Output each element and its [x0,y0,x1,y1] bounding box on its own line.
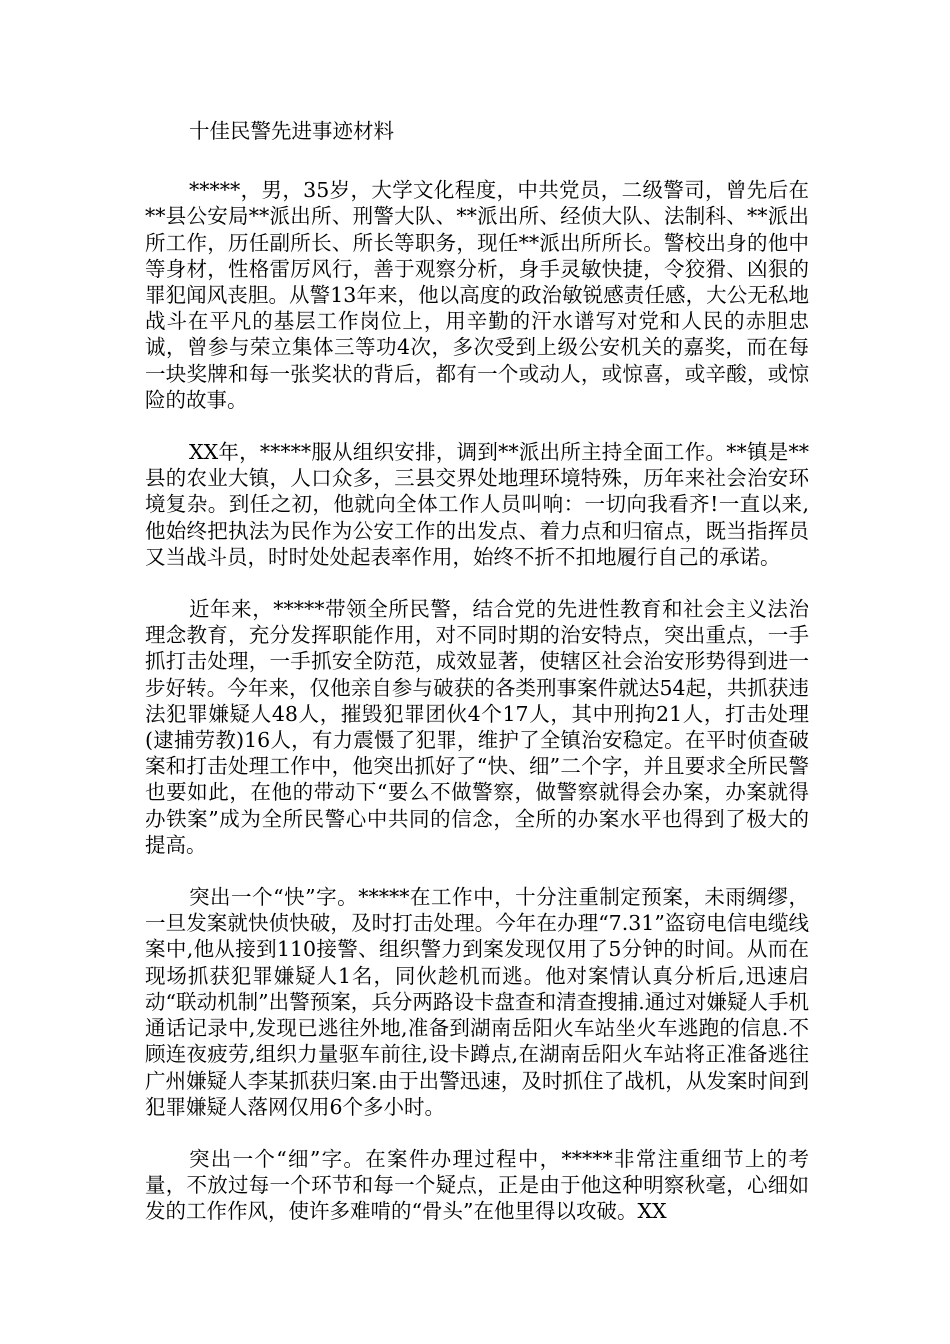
paragraph-fast: 突出一个“快”字。*****在工作中，十分注重制定预案，未雨绸缪，一旦发案就快侦快破，及时打击处理。今年在办理“7.31”盗窃电信电缆线案中,他从接到110接警、组织警力到案发现仅用了5分钟的时间。从而在现场抓获犯罪嫌疑人1名，同伙趁机而逃。他对案情认真分析后,迅速启动“联动机制”出警预案，兵分两路设卡盘查和清查搜捕.通过对嫌疑人手机通话记录中,发现已逃往外地,准备到湖南岳阳火车站坐火车逃跑的信息.不顾连夜疲劳,组织力量驱车前往,设卡蹲点,在湖南岳阳火车站将正准备逃往广州嫌疑人李某抓获归案.由于出警迅速，及时抓住了战机，从发案时间到犯罪嫌疑人落网仅用6个多小时。 [145,885,809,1119]
paragraph-careful: 突出一个“细”字。在案件办理过程中，*****非常注重细节上的考量，不放过每一个环节和每一个疑点，正是由于他这种明察秋毫，心细如发的工作作风，使许多难啃的“骨头”在他里得以攻破。XX [145,1146,809,1224]
paragraph-appointment: XX年，*****服从组织安排，调到**派出所主持全面工作。**镇是**县的农业大镇，人口众多，三县交界处地理环境特殊，历年来社会治安环境复杂。到任之初，他就向全体工作人员叫响：一切向我看齐!一直以来,他始终把执法为民作为公安工作的出发点、着力点和归宿点，既当指挥员又当战斗员，时时处处起表率作用，始终不折不扣地履行自己的承诺。 [145,440,809,569]
paragraph-achievements: 近年来，*****带领全所民警，结合党的先进性教育和社会主义法治理念教育，充分发挥职能作用，对不同时期的治安特点，突出重点，一手抓打击处理，一手抓安全防范，成效显著，使辖区社会治安形势得到进一步好转。今年来，仅他亲自参与破获的各类刑事案件就达54起，共抓获违法犯罪嫌疑人48人，摧毁犯罪团伙4个17人，其中刑拘21人，打击处理(逮捕劳教)16人，有力震慑了犯罪，维护了全镇治安稳定。在平时侦查破案和打击处理工作中，他突出抓好了“快、细”二个字，并且要求全所民警也要如此，在他的带动下“要么不做警察，做警察就得会办案，办案就得办铁案”成为全所民警心中共同的信念，全所的办案水平也得到了极大的提高。 [145,597,809,857]
paragraph-profile: *****，男，35岁，大学文化程度，中共党员，二级警司，曾先后在**县公安局**派出所、刑警大队、**派出所、经侦大队、法制科、**派出所工作，历任副所长、所长等职务，现任**派出所所长。警校出身的他中等身材，性格雷厉风行，善于观察分析，身手灵敏快捷，令狡猾、凶狠的罪犯闻风丧胆。从警13年来，他以高度的政治敏锐感责任感，大公无私地战斗在平凡的基层工作岗位上，用辛勤的汗水谱写对党和人民的赤胆忠诚，曾参与荣立集体三等功4次，多次受到上级公安机关的嘉奖，而在每一块奖牌和每一张奖状的背后，都有一个或动人，或惊喜，或辛酸，或惊险的故事。 [145,178,809,412]
document-title: 十佳民警先进事迹材料 [189,119,394,143]
document-body [145,118,809,1251]
